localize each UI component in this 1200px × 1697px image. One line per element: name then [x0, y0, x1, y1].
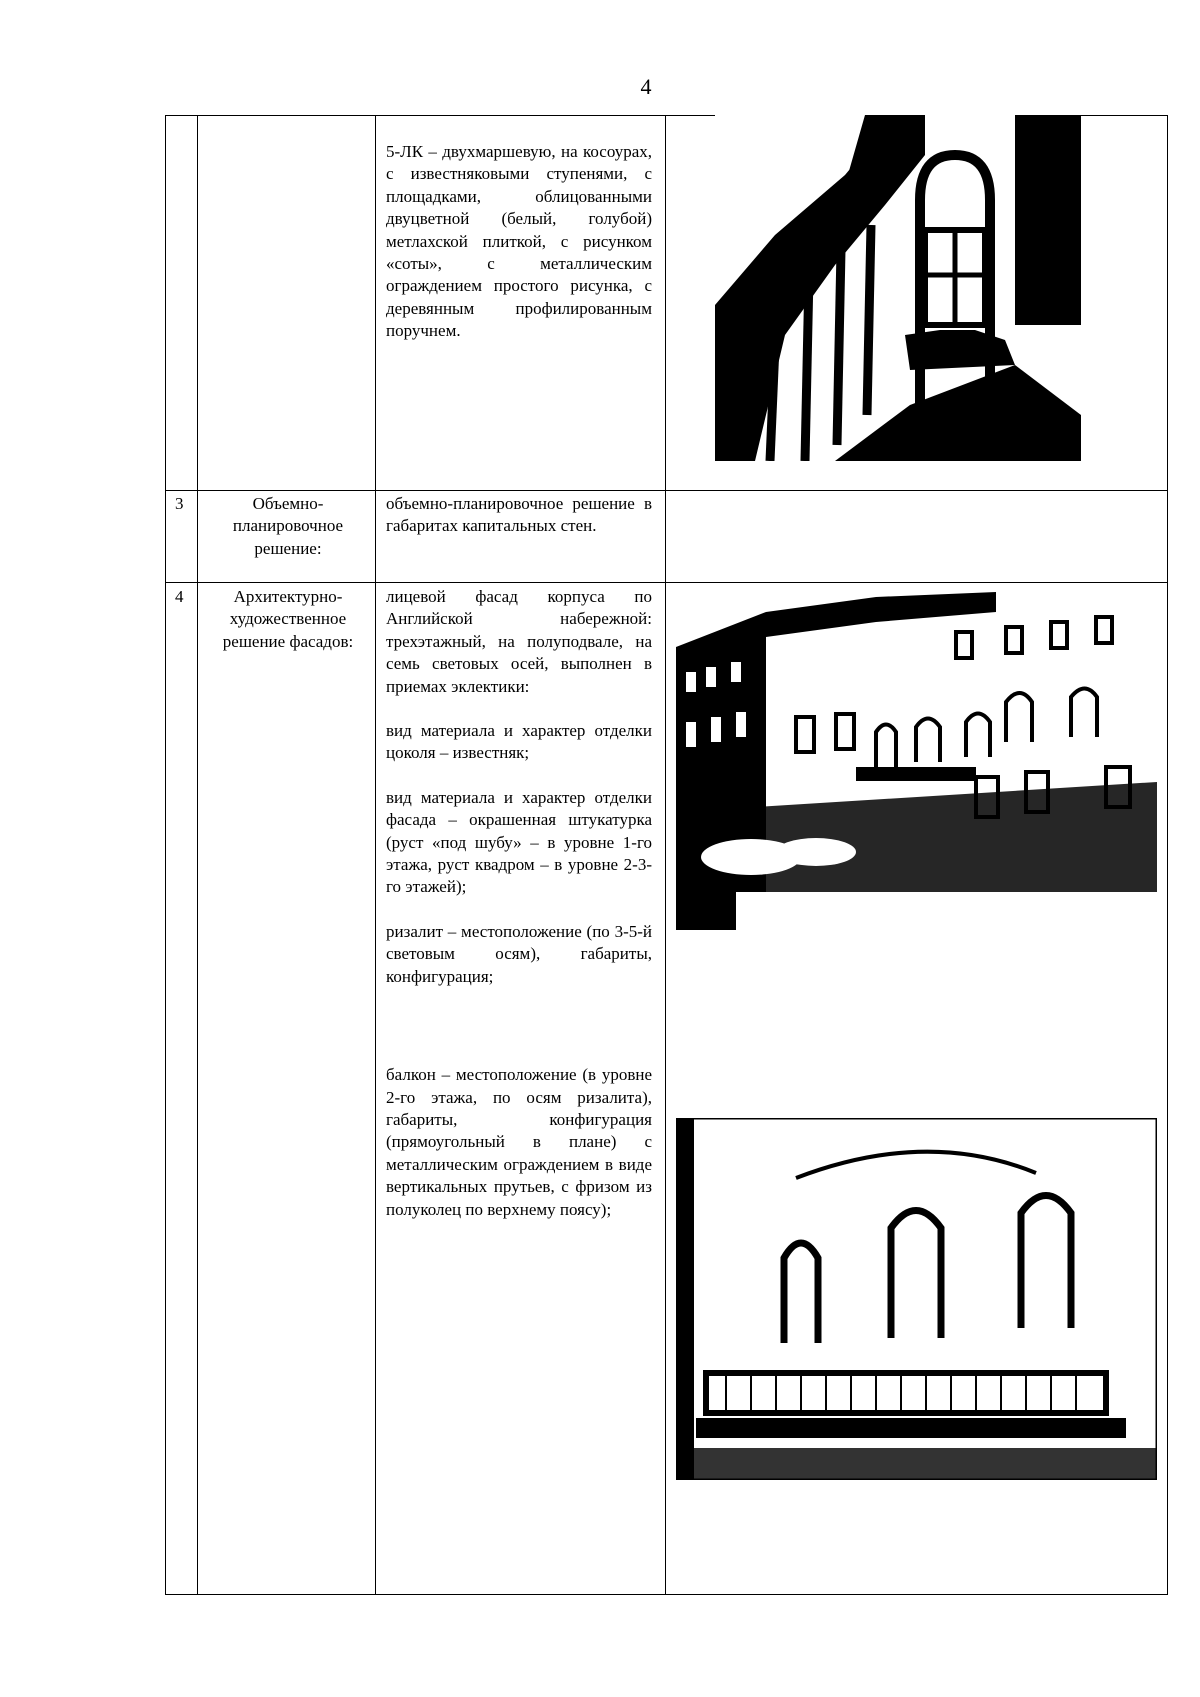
page-number: 4 — [640, 74, 652, 99]
description-paragraph: ризалит – местоположение (по 3-5-й световым осям), габариты, конфигурация; — [386, 921, 652, 986]
balcony-photo — [676, 1118, 1157, 1480]
row-2-name: Объемно-планировочное решение: — [232, 494, 344, 558]
row-2-description — [386, 493, 652, 538]
table-border-bottom — [165, 1594, 1168, 1595]
column-divider — [165, 115, 166, 1595]
row-3-description — [386, 586, 652, 1221]
row-divider — [165, 490, 1168, 491]
row-divider — [165, 582, 1168, 583]
description-paragraph: лицевой фасад корпуса по Английской набережной: трехэтажный, на полуподвале, на семь световых осей, выполнен в приемах эклектики: — [386, 587, 652, 696]
description-paragraph: вид материала и характер отделки фасада – окрашенная штукатурка (руст «под шубу» – в уровне 1-го этажа, руст квадром – в уровне 2-3-го этажей); — [386, 787, 652, 897]
row-3-name: Архитектурно-художественное решение фасадов: — [222, 587, 354, 651]
description-paragraph: вид материала и характер отделки цоколя – известняк; — [386, 721, 652, 763]
row-3-number: 4 — [175, 587, 184, 606]
table-border-right — [1167, 115, 1168, 1595]
row-1-description — [386, 141, 652, 343]
column-divider — [665, 115, 666, 1595]
row-2-number: 3 — [175, 494, 184, 513]
column-divider — [375, 115, 376, 1595]
column-divider — [197, 115, 198, 1595]
description-paragraph: 5-ЛК – двухмаршевую, на косоурах, с известняковыми ступенями, с площадками, облицованными двуцветной (белый, голубой) метлахской плиткой, с рисунком «соты», с металлическим ограждением простого рисунка, с деревянным профилированным поручнем. — [386, 142, 652, 341]
staircase-photo — [715, 115, 1081, 461]
description-paragraph: балкон – местоположение (в уровне 2-го этажа, по осям ризалита), габариты, конфигурация (прямоугольный в плане) с металлическим ограждением в виде вертикальных прутьев, с фризом из полуколец по верхнему поясу); — [386, 1065, 652, 1219]
description-paragraph: объемно-планировочное решение в габаритах капитальных стен. — [386, 494, 652, 536]
facade-photo — [676, 592, 1157, 930]
